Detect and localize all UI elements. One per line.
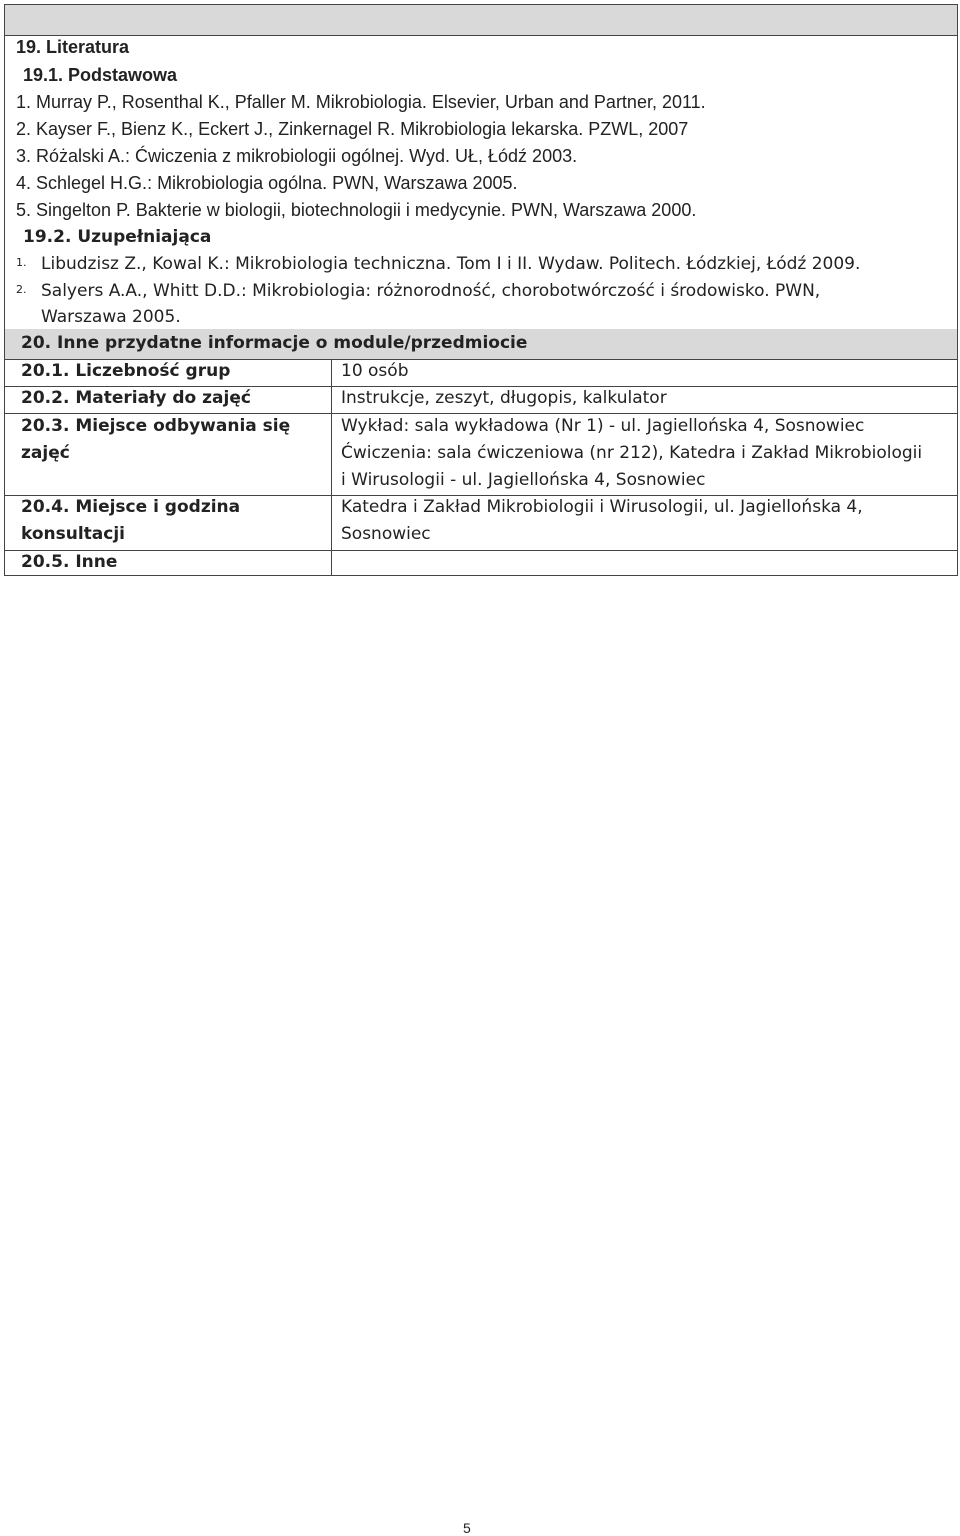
row-label-consult-l2: konsultacji (21, 524, 126, 544)
literature-table (4, 4, 958, 576)
row-value-consult-l2: Sosnowiec (341, 524, 431, 544)
section-20-title: 20. Inne przydatne informacje o module/przedmiocie (21, 333, 528, 353)
basic-literature-heading: 19.1. Podstawowa (23, 65, 178, 85)
row-value-materials: Instrukcje, zeszyt, długopis, kalkulator (341, 388, 667, 408)
supp-item-2-number: 2. (16, 283, 27, 296)
supplementary-literature-heading: 19.2. Uzupełniająca (23, 227, 212, 247)
row-value-location-l1: Wykład: sala wykładowa (Nr 1) - ul. Jagiellońska 4, Sosnowiec (341, 416, 865, 436)
header-band (5, 5, 957, 35)
supp-item-2: Salyers A.A., Whitt D.D.: Mikrobiologia: różnorodność, chorobotwórczość i środowisko. PWN, (41, 281, 821, 301)
basic-item-3: 3. Różalski A.: Ćwiczenia z mikrobiologii ogólnej. Wyd. UŁ, Łódź 2003. (16, 146, 578, 166)
row-label-location-l2: zajęć (21, 443, 70, 463)
row-value-location-l3: i Wirusologii - ul. Jagiellońska 4, Sosnowiec (341, 470, 706, 490)
row-label-location-l1: 20.3. Miejsce odbywania się (21, 416, 291, 436)
row-label-materials: 20.2. Materiały do zajęć (21, 388, 251, 408)
row-value-group-size: 10 osób (341, 361, 409, 381)
basic-item-4: 4. Schlegel H.G.: Mikrobiologia ogólna. PWN, Warszawa 2005. (16, 173, 518, 193)
basic-item-5: 5. Singelton P. Bakterie w biologii, biotechnologii i medycynie. PWN, Warszawa 2000. (16, 200, 697, 220)
row-label-consult-l1: 20.4. Miejsce i godzina (21, 497, 241, 517)
page-number: 5 (463, 1520, 471, 1536)
row-label-other: 20.5. Inne (21, 552, 118, 572)
row-value-consult-l1: Katedra i Zakład Mikrobiologii i Wirusologii, ul. Jagiellońska 4, (341, 497, 863, 517)
basic-item-1: 1. Murray P., Rosenthal K., Pfaller M. Mikrobiologia. Elsevier, Urban and Partner, 2011. (16, 92, 706, 112)
supp-item-2-cont: Warszawa 2005. (41, 307, 181, 327)
row-value-location-l2: Ćwiczenia: sala ćwiczeniowa (nr 212), Katedra i Zakład Mikrobiologii (341, 443, 923, 463)
basic-item-2: 2. Kayser F., Bienz K., Eckert J., Zinkernagel R. Mikrobiologia lekarska. PZWL, 2007 (16, 119, 689, 139)
row-label-group-size: 20.1. Liczebność grup (21, 361, 231, 381)
supp-item-1-number: 1. (16, 256, 27, 269)
supp-item-1: Libudzisz Z., Kowal K.: Mikrobiologia techniczna. Tom I i II. Wydaw. Politech. Łódzkiej, Łódź 2009. (41, 254, 861, 274)
section-19-title: 19. Literatura (16, 37, 130, 57)
column-divider (331, 359, 332, 576)
